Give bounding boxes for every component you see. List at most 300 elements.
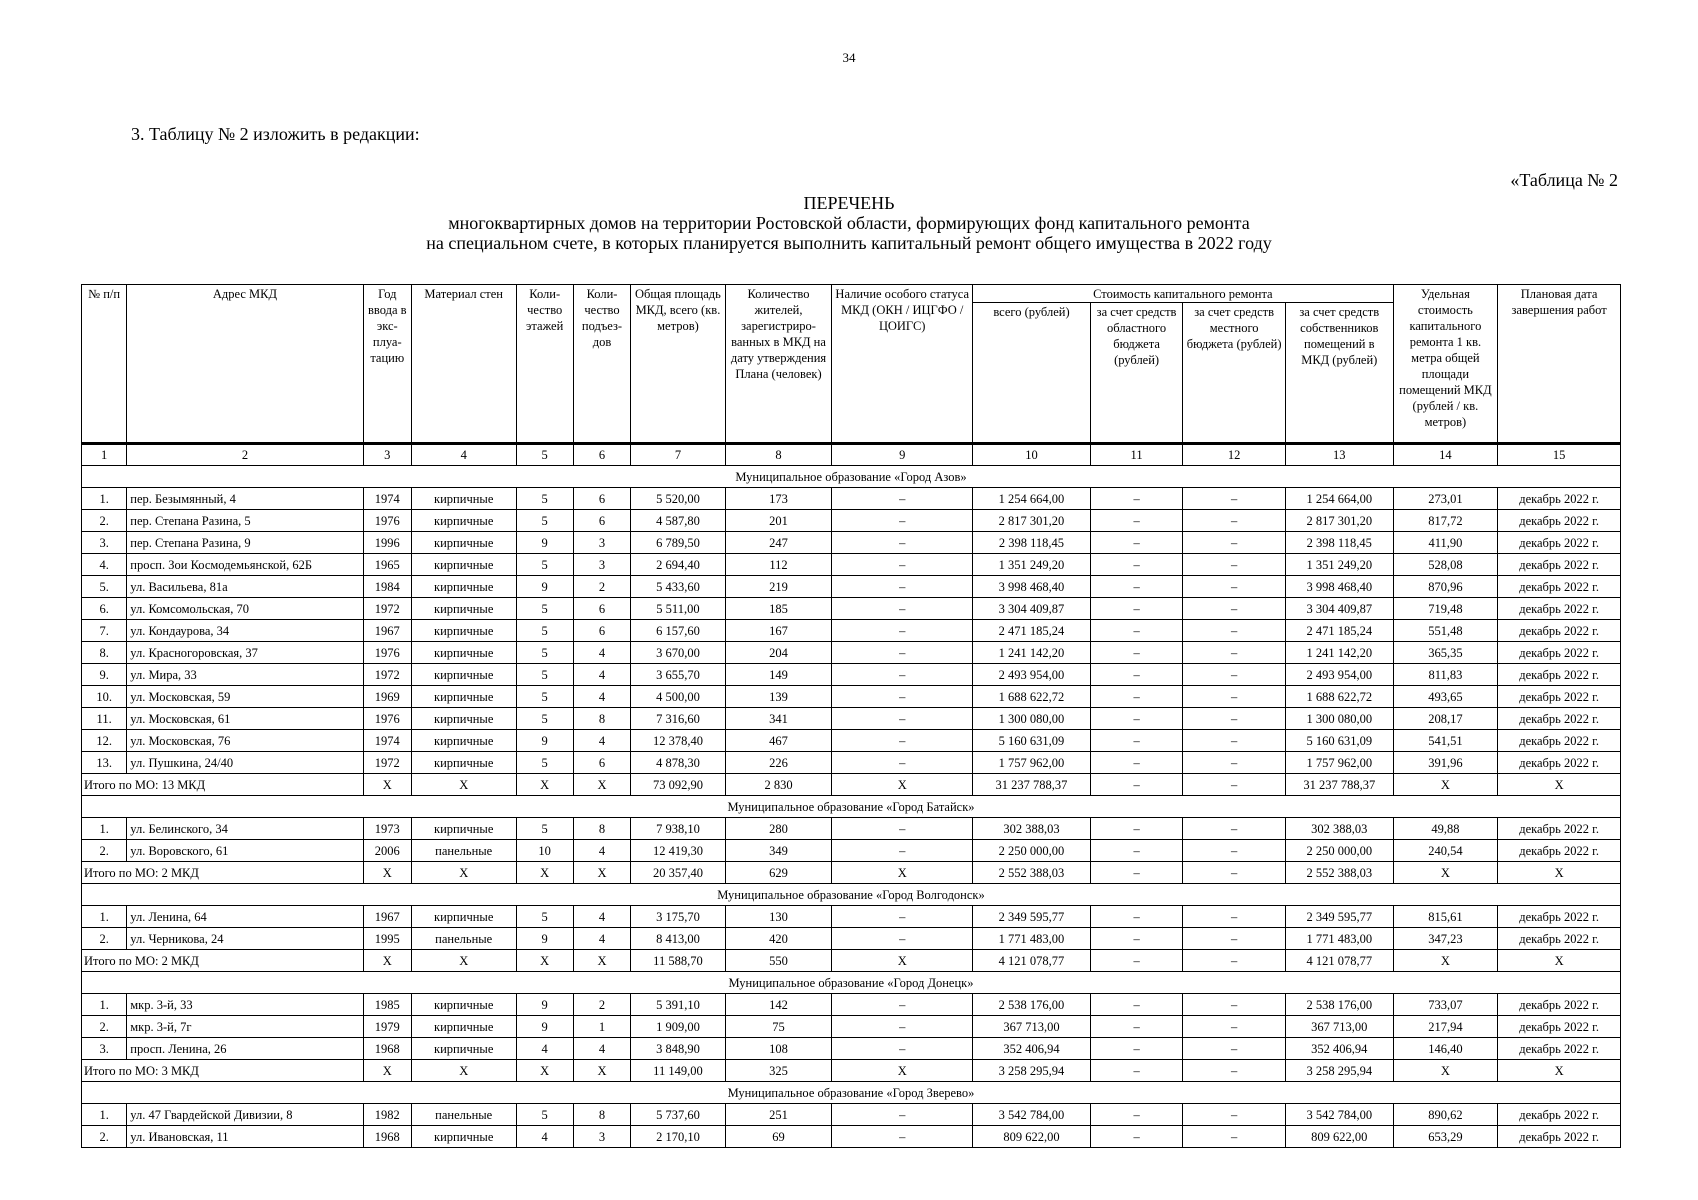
total-cell: X [411, 1060, 516, 1082]
table-cell: 204 [725, 642, 832, 664]
table-cell: декабрь 2022 г. [1498, 664, 1621, 686]
table-cell: 130 [725, 906, 832, 928]
table-cell: 4 [573, 642, 630, 664]
table-cell: кирпичные [411, 686, 516, 708]
table-cell: – [1090, 840, 1183, 862]
table-cell: – [1090, 488, 1183, 510]
table-cell: 1974 [363, 730, 411, 752]
table-cell: пер. Степана Разина, 9 [127, 532, 363, 554]
table-cell: 3 655,70 [631, 664, 726, 686]
table-cell: – [832, 510, 973, 532]
header-cost-group: Стоимость капитального ремонта [973, 285, 1393, 303]
table-cell: 5 737,60 [631, 1104, 726, 1126]
total-cell: – [1183, 1060, 1286, 1082]
table-cell: 1 254 664,00 [973, 488, 1091, 510]
table-cell: декабрь 2022 г. [1498, 510, 1621, 532]
table-cell: декабрь 2022 г. [1498, 730, 1621, 752]
total-cell: X [363, 774, 411, 796]
table-cell: 2. [82, 1016, 127, 1038]
section-row [82, 796, 1621, 818]
table-cell: 347,23 [1393, 928, 1498, 950]
table-cell: 7 938,10 [631, 818, 726, 840]
table-cell: 6 [573, 752, 630, 774]
table-cell: 1 300 080,00 [1285, 708, 1393, 730]
table-cell: 1967 [363, 620, 411, 642]
total-cell: X [1393, 1060, 1498, 1082]
table-cell: 6 [573, 620, 630, 642]
table-row [82, 994, 1621, 1016]
total-cell: 4 121 078,77 [1285, 950, 1393, 972]
table-cell: декабрь 2022 г. [1498, 598, 1621, 620]
table-cell: ул. Мира, 33 [127, 664, 363, 686]
table-cell: декабрь 2022 г. [1498, 994, 1621, 1016]
table-cell: декабрь 2022 г. [1498, 708, 1621, 730]
table-cell: 6 789,50 [631, 532, 726, 554]
header-address: Адрес МКД [127, 285, 363, 444]
total-cell: X [411, 774, 516, 796]
table-cell: 12 419,30 [631, 840, 726, 862]
table-cell: ул. Белинского, 34 [127, 818, 363, 840]
table-cell: 5 [516, 906, 573, 928]
table-cell: 69 [725, 1126, 832, 1148]
total-cell: X [573, 1060, 630, 1082]
table-cell: – [1183, 1104, 1286, 1126]
table-cell: 112 [725, 554, 832, 576]
table-cell: 420 [725, 928, 832, 950]
table-cell: – [1090, 906, 1183, 928]
table-cell: 811,83 [1393, 664, 1498, 686]
table-cell: декабрь 2022 г. [1498, 840, 1621, 862]
table-cell: 302 388,03 [1285, 818, 1393, 840]
table-cell: ул. Воровского, 61 [127, 840, 363, 862]
table-cell: 1974 [363, 488, 411, 510]
table-cell: 5 160 631,09 [973, 730, 1091, 752]
header-material: Материал стен [411, 285, 516, 444]
table-row [82, 752, 1621, 774]
table-cell: пер. Степана Разина, 5 [127, 510, 363, 532]
table-cell: 1 254 664,00 [1285, 488, 1393, 510]
table-cell: 493,65 [1393, 686, 1498, 708]
total-cell: 31 237 788,37 [973, 774, 1091, 796]
table-cell: 2 817 301,20 [973, 510, 1091, 532]
table-cell: 391,96 [1393, 752, 1498, 774]
table-cell: 6 157,60 [631, 620, 726, 642]
table-cell: панельные [411, 840, 516, 862]
table-cell: 5 [516, 752, 573, 774]
table-cell: 217,94 [1393, 1016, 1498, 1038]
table-cell: – [1183, 532, 1286, 554]
header-residents: Количество жителей, зарегистриро- ванных в МКД на дату утверждения Плана (человек) [725, 285, 832, 444]
table-cell: 5 [516, 488, 573, 510]
table-cell: – [1183, 708, 1286, 730]
table-cell: 653,29 [1393, 1126, 1498, 1148]
table-cell: декабрь 2022 г. [1498, 532, 1621, 554]
table-cell: 3 [573, 554, 630, 576]
table-cell: 3 998 468,40 [973, 576, 1091, 598]
table-cell: – [832, 730, 973, 752]
table-cell: 2 398 118,45 [1285, 532, 1393, 554]
table-cell: 2 538 176,00 [1285, 994, 1393, 1016]
table-cell: 5 [516, 554, 573, 576]
total-row [82, 950, 1621, 972]
table-cell: 541,51 [1393, 730, 1498, 752]
table-cell: 5 433,60 [631, 576, 726, 598]
table-cell: – [1183, 730, 1286, 752]
table-cell: 528,08 [1393, 554, 1498, 576]
section-title: Муниципальное образование «Город Зверево» [82, 1082, 1621, 1104]
table-cell: – [1090, 1104, 1183, 1126]
table-cell: 1996 [363, 532, 411, 554]
table-cell: 2. [82, 840, 127, 862]
table-cell: 1 688 622,72 [1285, 686, 1393, 708]
table-cell: – [1090, 928, 1183, 950]
total-cell: – [1090, 862, 1183, 884]
total-cell: 2 552 388,03 [973, 862, 1091, 884]
total-cell: X [573, 862, 630, 884]
title-line-2: многоквартирных домов на территории Ростовской области, формирующих фонд капитального ремонта [448, 213, 1250, 233]
total-cell: 11 149,00 [631, 1060, 726, 1082]
table-cell: кирпичные [411, 598, 516, 620]
table-cell: 142 [725, 994, 832, 1016]
total-cell: X [516, 950, 573, 972]
table-cell: 4 [573, 840, 630, 862]
table-cell: 5 [516, 642, 573, 664]
table-cell: 2 471 185,24 [1285, 620, 1393, 642]
table-cell: 1. [82, 818, 127, 840]
table-cell: ул. Ленина, 64 [127, 906, 363, 928]
table-cell: 139 [725, 686, 832, 708]
column-number: 4 [411, 444, 516, 466]
table-cell: 5 160 631,09 [1285, 730, 1393, 752]
table-cell: – [1183, 1016, 1286, 1038]
table-cell: 1976 [363, 708, 411, 730]
total-cell: 3 258 295,94 [1285, 1060, 1393, 1082]
column-number: 2 [127, 444, 363, 466]
table-cell: декабрь 2022 г. [1498, 928, 1621, 950]
table-cell: 1984 [363, 576, 411, 598]
table-cell: декабрь 2022 г. [1498, 1104, 1621, 1126]
table-cell: – [832, 576, 973, 598]
table-cell: – [1090, 532, 1183, 554]
table-cell: 146,40 [1393, 1038, 1498, 1060]
table-cell: – [1183, 598, 1286, 620]
table-cell: 75 [725, 1016, 832, 1038]
column-number: 5 [516, 444, 573, 466]
table-cell: ул. Красногоровская, 37 [127, 642, 363, 664]
table-cell: 1972 [363, 664, 411, 686]
table-cell: 3. [82, 532, 127, 554]
total-cell: X [516, 774, 573, 796]
column-number: 12 [1183, 444, 1286, 466]
total-cell: – [1183, 774, 1286, 796]
table-cell: – [832, 1016, 973, 1038]
table-cell: кирпичные [411, 664, 516, 686]
table-cell: кирпичные [411, 554, 516, 576]
table-cell: 9 [516, 576, 573, 598]
table-cell: 302 388,03 [973, 818, 1091, 840]
table-cell: 1976 [363, 510, 411, 532]
total-row [82, 774, 1621, 796]
column-number: 7 [631, 444, 726, 466]
header-area: Общая площадь МКД, всего (кв. метров) [631, 285, 726, 444]
table-cell: кирпичные [411, 730, 516, 752]
table-cell: 2 [573, 576, 630, 598]
table-cell: пер. Безымянный, 4 [127, 488, 363, 510]
header-unit-cost: Удельная стоимость капитального ремонта 1 кв. метра общей площади помещений МКД (рублей / кв. метров) [1393, 285, 1498, 444]
table-row [82, 620, 1621, 642]
table-cell: 4 [573, 928, 630, 950]
table-cell: 5 [516, 708, 573, 730]
table-cell: 367 713,00 [1285, 1016, 1393, 1038]
table-cell: – [1183, 488, 1286, 510]
table-cell: декабрь 2022 г. [1498, 642, 1621, 664]
table-cell: 173 [725, 488, 832, 510]
table-cell: 809 622,00 [1285, 1126, 1393, 1148]
table-cell: – [1183, 1038, 1286, 1060]
table-cell: 4 [573, 1038, 630, 1060]
table-cell: – [1183, 510, 1286, 532]
table-cell: 108 [725, 1038, 832, 1060]
table-cell: – [1183, 928, 1286, 950]
total-cell: X [1498, 862, 1621, 884]
table-cell: кирпичные [411, 818, 516, 840]
table-cell: декабрь 2022 г. [1498, 554, 1621, 576]
total-cell: 3 258 295,94 [973, 1060, 1091, 1082]
table-cell: – [1090, 664, 1183, 686]
page-number: 34 [842, 50, 856, 65]
total-cell: X [516, 862, 573, 884]
header-planned-date: Плановая дата завершения работ [1498, 285, 1621, 444]
table-row [82, 1038, 1621, 1060]
table-cell: 5 [516, 664, 573, 686]
table-cell: 1985 [363, 994, 411, 1016]
table-cell: 8 [573, 818, 630, 840]
total-cell: 325 [725, 1060, 832, 1082]
total-label: Итого по МО: 3 МКД [82, 1060, 364, 1082]
total-cell: X [573, 774, 630, 796]
table-cell: кирпичные [411, 1126, 516, 1148]
table-cell: панельные [411, 928, 516, 950]
table-cell: ул. Московская, 59 [127, 686, 363, 708]
table-cell: 5 [516, 510, 573, 532]
table-cell: 5 [516, 818, 573, 840]
table-cell: 352 406,94 [973, 1038, 1091, 1060]
table-cell: – [1183, 840, 1286, 862]
table-cell: 1 771 483,00 [973, 928, 1091, 950]
total-cell: 20 357,40 [631, 862, 726, 884]
table-cell: 890,62 [1393, 1104, 1498, 1126]
table-cell: 3 542 784,00 [973, 1104, 1091, 1126]
table-cell: – [832, 906, 973, 928]
table-cell: – [832, 1038, 973, 1060]
table-cell: 5 391,10 [631, 994, 726, 1016]
table-cell: 11. [82, 708, 127, 730]
table-cell: декабрь 2022 г. [1498, 752, 1621, 774]
table-cell: 1968 [363, 1038, 411, 1060]
table-cell: – [1090, 620, 1183, 642]
table-cell: 2 170,10 [631, 1126, 726, 1148]
table-row [82, 510, 1621, 532]
table-cell: – [1090, 730, 1183, 752]
table-row [82, 642, 1621, 664]
table-cell: 5 511,00 [631, 598, 726, 620]
table-cell: 4 500,00 [631, 686, 726, 708]
table-reference: «Таблица № 2 [1510, 170, 1618, 190]
table-cell: 2 471 185,24 [973, 620, 1091, 642]
table-cell: 4. [82, 554, 127, 576]
table-body [82, 444, 1621, 1148]
table-cell: 4 587,80 [631, 510, 726, 532]
table-cell: 1969 [363, 686, 411, 708]
table-cell: просп. Зои Космодемьянской, 62Б [127, 554, 363, 576]
total-cell: X [516, 1060, 573, 1082]
total-cell: 550 [725, 950, 832, 972]
table-row [82, 1126, 1621, 1148]
table-cell: 3 542 784,00 [1285, 1104, 1393, 1126]
table-cell: 3 [573, 1126, 630, 1148]
table-row [82, 598, 1621, 620]
table-cell: 1. [82, 994, 127, 1016]
table-cell: 1 757 962,00 [1285, 752, 1393, 774]
table-cell: 2. [82, 510, 127, 532]
table-cell: – [1183, 994, 1286, 1016]
table-row [82, 818, 1621, 840]
table-cell: – [1183, 686, 1286, 708]
table-cell: кирпичные [411, 1016, 516, 1038]
table-cell: декабрь 2022 г. [1498, 576, 1621, 598]
table-cell: – [1183, 576, 1286, 598]
section-title: Муниципальное образование «Город Батайск» [82, 796, 1621, 818]
table-cell: 3 304 409,87 [1285, 598, 1393, 620]
table-cell: 1. [82, 488, 127, 510]
table-cell: – [1090, 576, 1183, 598]
table-cell: 240,54 [1393, 840, 1498, 862]
header-num: № п/п [82, 285, 127, 444]
table-row [82, 1016, 1621, 1038]
table-cell: 3. [82, 1038, 127, 1060]
table-row [82, 686, 1621, 708]
total-cell: 73 092,90 [631, 774, 726, 796]
table-cell: – [1183, 906, 1286, 928]
table-cell: 10. [82, 686, 127, 708]
table-cell: 1995 [363, 928, 411, 950]
column-number: 13 [1285, 444, 1393, 466]
table-cell: 13. [82, 752, 127, 774]
column-number: 9 [832, 444, 973, 466]
table-cell: 2 349 595,77 [973, 906, 1091, 928]
table-cell: 1968 [363, 1126, 411, 1148]
table-cell: 6 [573, 488, 630, 510]
table-cell: декабрь 2022 г. [1498, 488, 1621, 510]
section-title: Муниципальное образование «Город Донецк» [82, 972, 1621, 994]
title-line-3: на специальном счете, в которых планируется выполнить капитальный ремонт общего имущества в 2022 году [426, 233, 1272, 253]
table-cell: – [832, 1104, 973, 1126]
table-cell: 817,72 [1393, 510, 1498, 532]
table-cell: 4 878,30 [631, 752, 726, 774]
table-cell: декабрь 2022 г. [1498, 620, 1621, 642]
total-cell: 4 121 078,77 [973, 950, 1091, 972]
table-cell: 5 [516, 1104, 573, 1126]
total-row [82, 1060, 1621, 1082]
table-cell: 1 [573, 1016, 630, 1038]
total-cell: – [1183, 862, 1286, 884]
section-row [82, 972, 1621, 994]
header-status: Наличие особого статуса МКД (ОКН / ИЦГФО / ЦОИГС) [832, 285, 973, 444]
table-cell: 9 [516, 994, 573, 1016]
table-cell: 3 175,70 [631, 906, 726, 928]
table-cell: 2 694,40 [631, 554, 726, 576]
table-cell: – [1183, 620, 1286, 642]
table-cell: декабрь 2022 г. [1498, 1126, 1621, 1148]
table-cell: – [1090, 510, 1183, 532]
table-cell: 3 304 409,87 [973, 598, 1091, 620]
table-cell: 9 [516, 928, 573, 950]
column-number: 10 [973, 444, 1091, 466]
table-row [82, 708, 1621, 730]
total-cell: X [832, 862, 973, 884]
table-row [82, 730, 1621, 752]
total-label: Итого по МО: 13 МКД [82, 774, 364, 796]
total-cell: 11 588,70 [631, 950, 726, 972]
table-cell: – [832, 818, 973, 840]
table-cell: – [1183, 554, 1286, 576]
title-line-1: ПЕРЕЧЕНЬ [803, 193, 895, 213]
table-cell: мкр. 3-й, 7г [127, 1016, 363, 1038]
table-cell: 7 316,60 [631, 708, 726, 730]
table-cell: 9. [82, 664, 127, 686]
table-cell: 3 [573, 532, 630, 554]
total-cell: X [363, 862, 411, 884]
table-cell: 1. [82, 1104, 127, 1126]
table-cell: – [1090, 1126, 1183, 1148]
table-cell: ул. Московская, 76 [127, 730, 363, 752]
table-cell: – [1090, 994, 1183, 1016]
column-number: 15 [1498, 444, 1621, 466]
table-cell: 185 [725, 598, 832, 620]
table-cell: кирпичные [411, 510, 516, 532]
table-cell: ул. 47 Гвардейской Дивизии, 8 [127, 1104, 363, 1126]
table-cell: 349 [725, 840, 832, 862]
total-cell: X [1393, 862, 1498, 884]
table-cell: 2 349 595,77 [1285, 906, 1393, 928]
table-cell: – [1090, 708, 1183, 730]
table-cell: – [832, 488, 973, 510]
table-cell: ул. Комсомольская, 70 [127, 598, 363, 620]
table-cell: 251 [725, 1104, 832, 1126]
table-cell: 1 688 622,72 [973, 686, 1091, 708]
table-cell: 1 241 142,20 [973, 642, 1091, 664]
table-cell: 1. [82, 906, 127, 928]
table-cell: 870,96 [1393, 576, 1498, 598]
total-cell: X [1393, 774, 1498, 796]
table-cell: 8 [573, 1104, 630, 1126]
table-cell: 1973 [363, 818, 411, 840]
column-number: 14 [1393, 444, 1498, 466]
total-cell: X [1393, 950, 1498, 972]
table-row [82, 554, 1621, 576]
table-cell: 208,17 [1393, 708, 1498, 730]
table-cell: 273,01 [1393, 488, 1498, 510]
table-cell: 12. [82, 730, 127, 752]
total-cell: X [1498, 774, 1621, 796]
total-cell: X [832, 1060, 973, 1082]
table-cell: 1 241 142,20 [1285, 642, 1393, 664]
table-cell: – [832, 532, 973, 554]
column-numbers-row [82, 444, 1621, 466]
total-cell: 2 552 388,03 [1285, 862, 1393, 884]
table-cell: – [1090, 686, 1183, 708]
table-cell: 1979 [363, 1016, 411, 1038]
